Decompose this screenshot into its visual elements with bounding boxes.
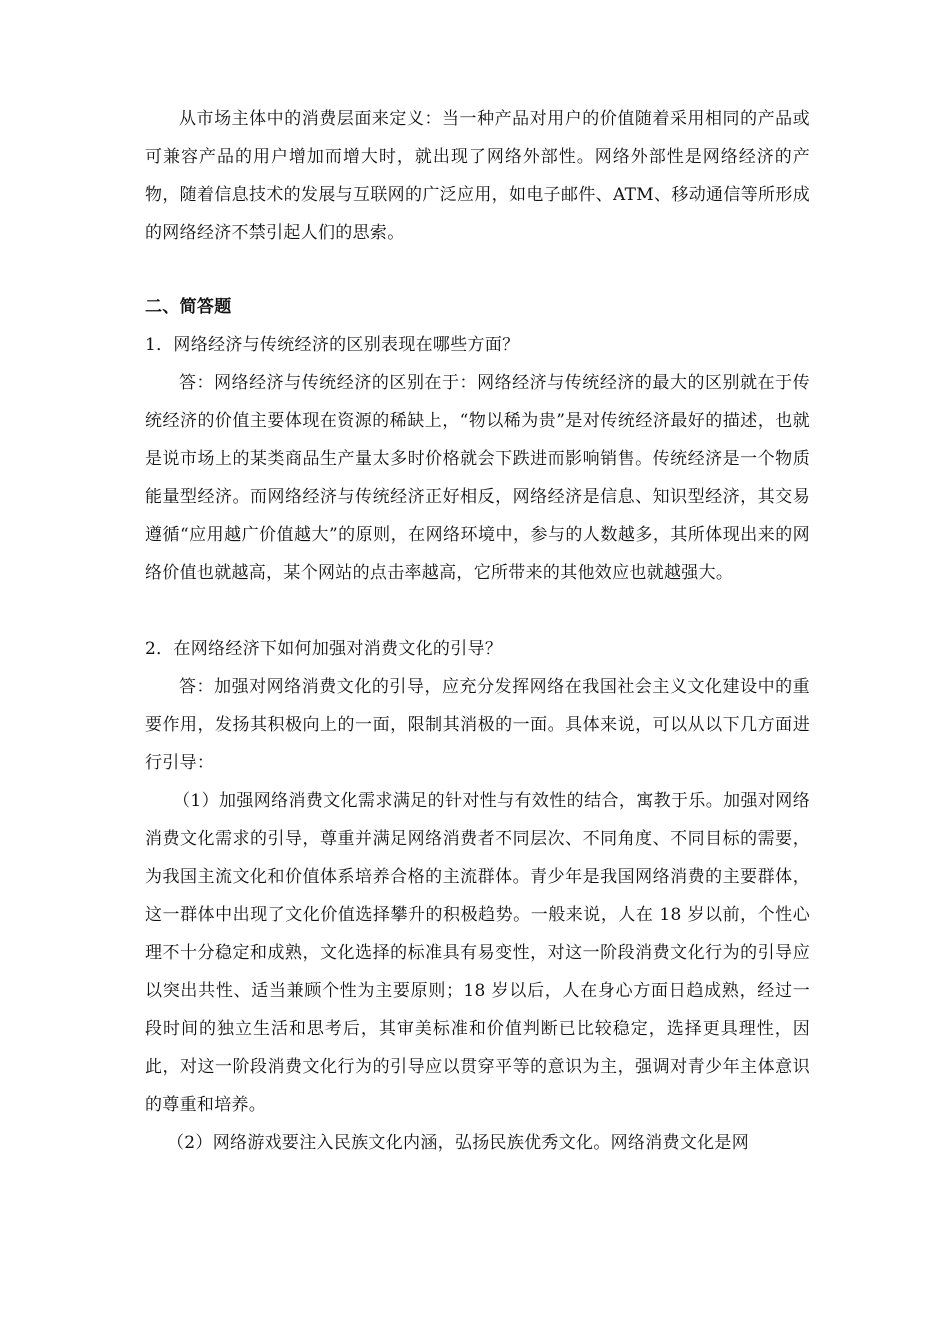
answer-1: 答：网络经济与传统经济的区别在于：网络经济与传统经济的最大的区别就在于传统经济的价值主要体现在资源的稀缺上，“物以稀为贵”是对传统经济最好的描述，也就是说市场上的某类商品生产量太多时价格就会下跌进而影响销售。传统经济是一个物质能量型经济。而网络经济与传统经济正好相反，网络经济是信息、知识型经济，其交易遵循“应用越广价值越大”的原则，在网络环境中，参与的人数越多，其所体现出来的网络价值也就越高，某个网站的点击率越高，它所带来的其他效应也就越强大。 [145,373,810,583]
answer-2-item-2: （2）网络游戏要注入民族文化内涵，弘扬民族优秀文化。网络消费文化是网 [167,1133,750,1153]
spacer [145,252,810,288]
question-2: 2．在网络经济下如何加强对消费文化的引导？ [145,639,503,659]
document-body [145,100,810,1162]
spacer [145,592,810,630]
question-1: 1．网络经济与传统经济的区别表现在哪些方面？ [145,335,520,355]
intro-paragraph: 从市场主体中的消费层面来定义：当一种产品对用户的价值随着采用相同的产品或可兼容产品的用户增加而增大时，就出现了网络外部性。网络外部性是网络经济的产物，随着信息技术的发展与互联网的广泛应用，如电子邮件、ATM、移动通信等所形成的网络经济不禁引起人们的思索。 [145,109,810,243]
section-heading: 二、简答题 [145,297,232,317]
answer-2: 答：加强对网络消费文化的引导，应充分发挥网络在我国社会主义文化建设中的重要作用，发扬其积极向上的一面，限制其消极的一面。具体来说，可以从以下几方面进行引导： [145,677,810,773]
answer-2-item-1: （1）加强网络消费文化需求满足的针对性与有效性的结合，寓教于乐。加强对网络消费文化需求的引导，尊重并满足网络消费者不同层次、不同角度、不同目标的需要，为我国主流文化和价值体系培养合格的主流群体。青少年是我国网络消费的主要群体，这一群体中出现了文化价值选择攀升的积极趋势。一般来说，人在 18 岁以前，个性心理不十分稳定和成熟，文化选择的标准具有易变性，对这一阶段消费文化行为的引导应以突出共性、适当兼顾个性为主要原则；18 岁以后，人在身心方面日趋成熟，经过一段时间的独立生活和思考后，其审美标准和价值判断已比较稳定，选择更具理性，因此，对这一阶段消费文化行为的引导应以贯穿平等的意识为主，强调对青少年主体意识的尊重和培养。 [145,791,810,1115]
